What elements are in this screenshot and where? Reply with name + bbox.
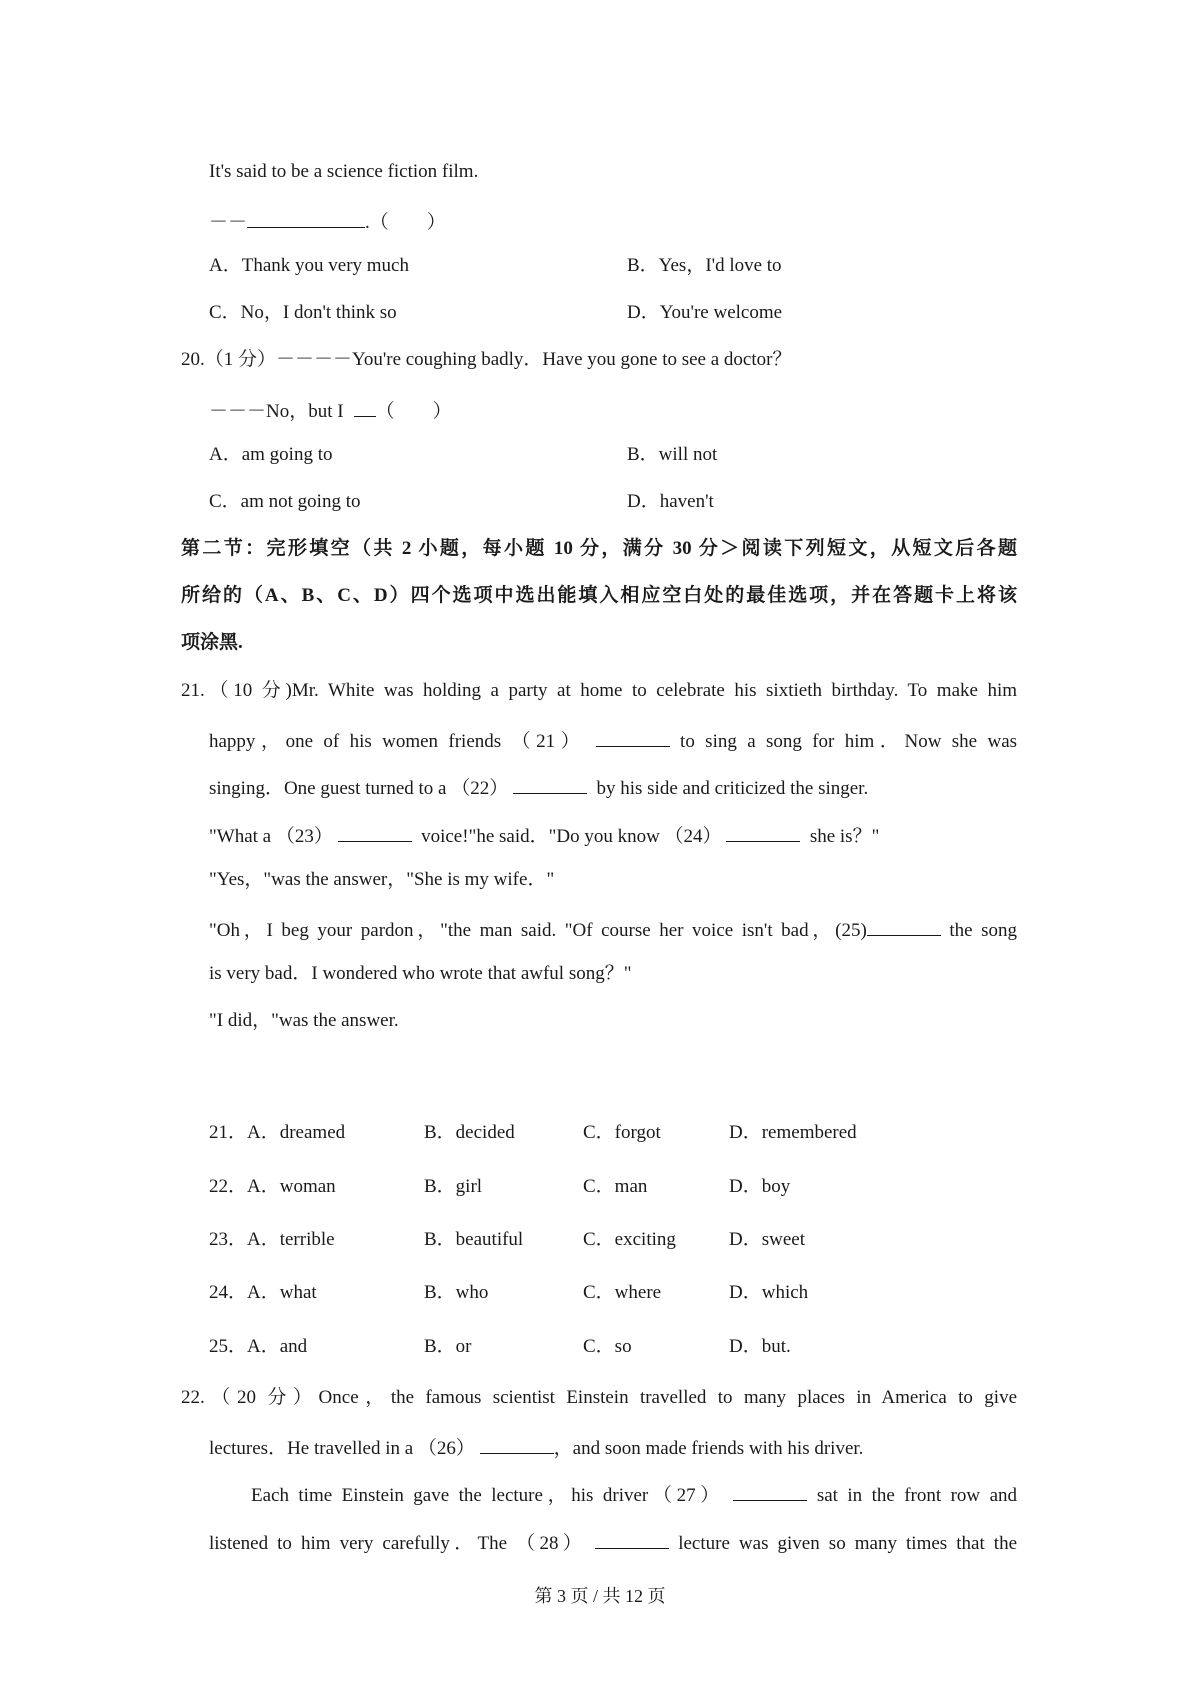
q21-option-row-23-c: C．exciting xyxy=(583,1229,676,1250)
blank-27 xyxy=(733,1482,807,1501)
q21-line6-start: "Oh，I beg your pardon，"the man said. "Of course her voice isn't bad，(25) xyxy=(209,920,867,941)
q22-line1: 22.（20 分）Once，the famous scientist Einstein travelled to many places in America to give xyxy=(181,1387,1017,1408)
q21-line4 xyxy=(209,823,879,846)
q21-option-row-22-d: D．boy xyxy=(729,1176,791,1197)
q21-line3-start: singing．One guest turned to a （22） xyxy=(209,778,509,799)
q22-line3-end: sat in the front row and xyxy=(816,1485,1018,1506)
q21-line4-start: "What a （23） xyxy=(209,826,333,847)
q21-option-row-25-c: C．so xyxy=(583,1336,632,1357)
q22-line4-end: lecture was given so many times that the xyxy=(678,1533,1018,1554)
q21-option-row-22-b: B．girl xyxy=(424,1176,483,1197)
blank-23 xyxy=(338,823,412,842)
blank-21 xyxy=(596,728,670,747)
blank-24 xyxy=(726,823,800,842)
q20-stem: 20.（1 分）－－－－You're coughing badly．Have you gone to see a doctor？ xyxy=(181,349,792,370)
q19-option-a: A．Thank you very much xyxy=(209,255,409,276)
q21-option-row-23-a: 23．A．terrible xyxy=(209,1229,335,1250)
q19-option-d: D．You're welcome xyxy=(627,302,783,323)
q21-option-row-24-a: 24．A．what xyxy=(209,1282,317,1303)
q19-option-b: B．Yes，I'd love to xyxy=(627,255,782,276)
q19-dash: －－ xyxy=(209,212,248,233)
q22-line2-start: lectures．He travelled in a （26） xyxy=(209,1438,475,1459)
q22-line3-start: Each time Einstein gave the lecture，his driver（27） xyxy=(251,1485,724,1506)
q22-line4 xyxy=(209,1530,1017,1553)
page-footer: 第 3 页 / 共 12 页 xyxy=(534,1586,666,1606)
q20-option-c: C．am not going to xyxy=(209,491,361,512)
q21-option-row-21-c: C．forgot xyxy=(583,1122,661,1143)
q21-option-row-22-c: C．man xyxy=(583,1176,648,1197)
q21-line3 xyxy=(209,775,868,798)
q21-line4-end: she is？" xyxy=(809,826,880,847)
q21-option-row-23-b: B．beautiful xyxy=(424,1229,524,1250)
section2-line3: 项涂黑. xyxy=(181,632,243,653)
q22-line2-end: ，and soon made friends with his driver. xyxy=(553,1438,864,1459)
q21-line5: "Yes，"was the answer，"She is my wife．" xyxy=(209,869,555,890)
q21-line2-end: to sing a song for him．Now she was xyxy=(680,731,1018,752)
blank-22 xyxy=(513,775,587,794)
q21-line6 xyxy=(209,917,1017,940)
q19-option-c: C．No，I don't think so xyxy=(209,302,397,323)
q19-blank xyxy=(247,209,365,228)
q21-option-row-21-b: B．decided xyxy=(424,1122,515,1143)
q21-line8: "I did，"was the answer. xyxy=(209,1010,399,1031)
q20-blank xyxy=(354,398,376,417)
q20-answer-prefix: －－－No，but I xyxy=(209,401,344,422)
q20-paren: （ ） xyxy=(375,401,452,422)
q21-option-row-25-d: D．but. xyxy=(729,1336,791,1357)
q21-option-row-21-a: 21．A．dreamed xyxy=(209,1122,346,1143)
q21-line4-mid: voice!"he said．"Do you know （24） xyxy=(421,826,722,847)
q21-line3-end: by his side and criticized the singer. xyxy=(596,778,869,799)
blank-26 xyxy=(480,1435,554,1454)
q21-line2-start: happy，one of his women friends （21） xyxy=(209,731,586,752)
q20-line2 xyxy=(209,398,452,421)
q21-line2 xyxy=(209,728,1017,751)
q21-option-row-24-c: C．where xyxy=(583,1282,662,1303)
q22-line3 xyxy=(251,1482,1017,1505)
section2-line1: 第二节：完形填空（共 2 小题，每小题 10 分，满分 30 分＞阅读下列短文，从短文后各题 xyxy=(181,538,1017,559)
q22-line2 xyxy=(209,1435,863,1458)
q22-line4-start: listened to him very carefully．The （28） xyxy=(209,1533,587,1554)
q21-line7: is very bad．I wondered who wrote that awful song？" xyxy=(209,963,632,984)
q21-option-row-23-d: D．sweet xyxy=(729,1229,805,1250)
q21-option-row-22-a: 22．A．woman xyxy=(209,1176,336,1197)
q21-option-row-24-b: B．who xyxy=(424,1282,489,1303)
q21-line6-end: the song xyxy=(949,920,1018,941)
blank-28 xyxy=(595,1530,669,1549)
q19-line2 xyxy=(209,209,446,232)
q20-option-b: B．will not xyxy=(627,444,718,465)
q19-paren: .（ ） xyxy=(365,212,446,233)
section2-line2: 所给的（A、B、C、D）四个选项中选出能填入相应空白处的最佳选项，并在答题卡上将该 xyxy=(181,585,1017,606)
blank-25 xyxy=(867,917,941,936)
q21-option-row-21-d: D．remembered xyxy=(729,1122,857,1143)
q21-line1: 21.（10 分)Mr. White was holding a party at home to celebrate his sixtieth birthday. To make him xyxy=(181,680,1017,701)
q20-option-a: A．am going to xyxy=(209,444,333,465)
q19-line1: It's said to be a science fiction film. xyxy=(209,161,479,182)
q20-option-d: D．haven't xyxy=(627,491,714,512)
q21-option-row-25-a: 25．A．and xyxy=(209,1336,308,1357)
q21-option-row-24-d: D．which xyxy=(729,1282,809,1303)
q21-option-row-25-b: B．or xyxy=(424,1336,472,1357)
